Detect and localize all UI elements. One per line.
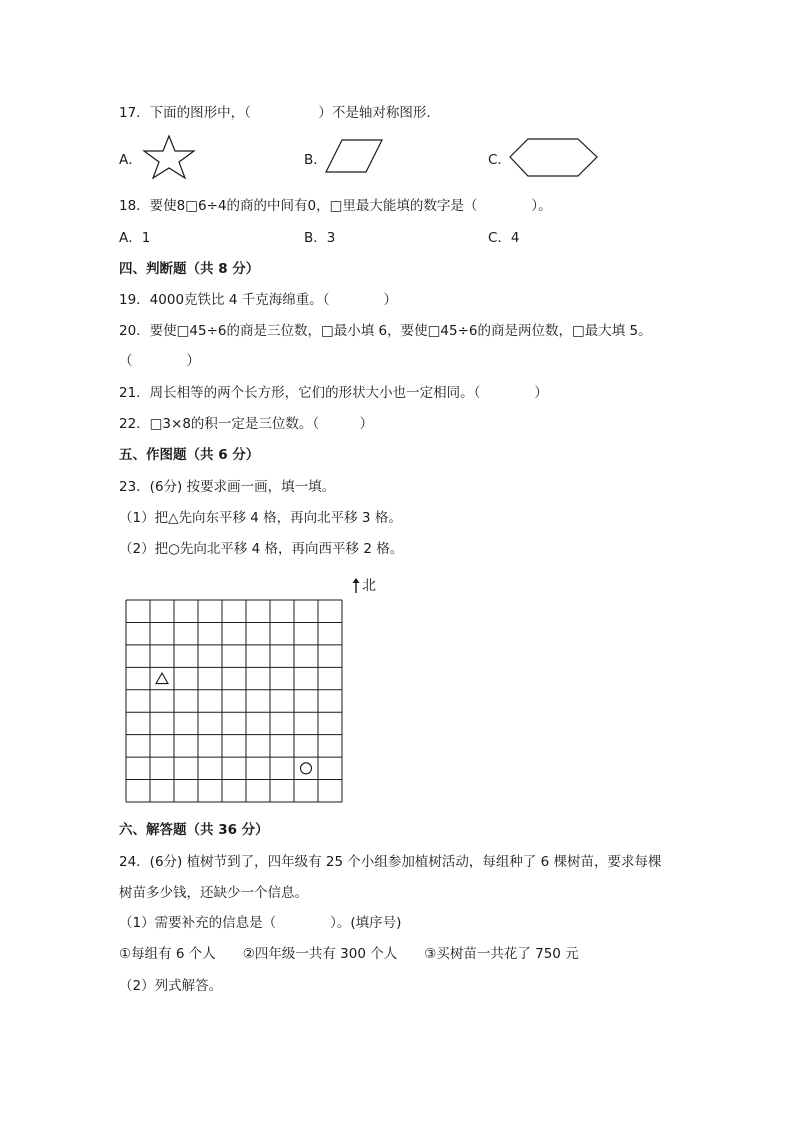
translation-grid (125, 599, 343, 803)
star-shape (140, 134, 200, 180)
q21-text: 21．周长相等的两个长方形，它们的形状大小也一定相同。（ ） (119, 385, 548, 401)
q24-text-line2: 树苗多少钱，还缺少一个信息。 (119, 885, 308, 901)
circle-marker (301, 763, 312, 774)
q20-text: 20．要使□45÷6的商是三位数，□最小填 6，要使□45÷6的商是两位数，□最大填 5。 (119, 323, 652, 339)
q23-sub2: （2）把○先向北平移 4 格，再向西平移 2 格。 (119, 541, 404, 557)
north-label: 北 (362, 578, 376, 594)
q18-option-a: A．1 (119, 230, 151, 246)
north-arrow-icon (351, 578, 361, 594)
q18-option-b: B．3 (304, 230, 336, 246)
q24-text-line1: 24．(6分) 植树节到了，四年级有 25 个小组参加植树活动，每组种了 6 棵树苗，要求每棵 (119, 854, 662, 870)
q24-sub1: （1）需要补充的信息是（ ）。(填序号) (119, 915, 402, 931)
q18-option-c: C．4 (488, 230, 520, 246)
section-6-title: 六、解答题（共 36 分） (119, 822, 269, 838)
hexagon-shape (508, 137, 600, 179)
q17-option-c-label: C． (488, 152, 511, 168)
q17-option-b-label: B． (304, 152, 327, 168)
q17-text: 17．下面的图形中，（ ）不是轴对称图形． (119, 105, 440, 121)
section-4-title: 四、判断题（共 8 分） (119, 261, 260, 277)
triangle-marker (156, 673, 168, 684)
q23-sub1: （1）把△先向东平移 4 格，再向北平移 3 格。 (119, 510, 402, 526)
q18-text: 18．要使8□6÷4的商的中间有0，□里最大能填的数字是（ ）。 (119, 198, 552, 214)
q24-choices: ①每组有 6 个人 ②四年级一共有 300 个人 ③买树苗一共花了 750 元 (119, 946, 579, 962)
q22-text: 22．□3×8的积一定是三位数。（ ） (119, 416, 374, 432)
q24-sub2: （2）列式解答。 (119, 978, 223, 994)
q19-text: 19．4000克铁比 4 千克海绵重。（ ） (119, 292, 397, 308)
q17-option-a-label: A． (119, 152, 142, 168)
q23-text: 23．(6分) 按要求画一画，填一填。 (119, 479, 336, 495)
section-5-title: 五、作图题（共 6 分） (119, 447, 260, 463)
parallelogram-shape (324, 139, 384, 175)
q20-blank: （ ） (119, 353, 200, 369)
